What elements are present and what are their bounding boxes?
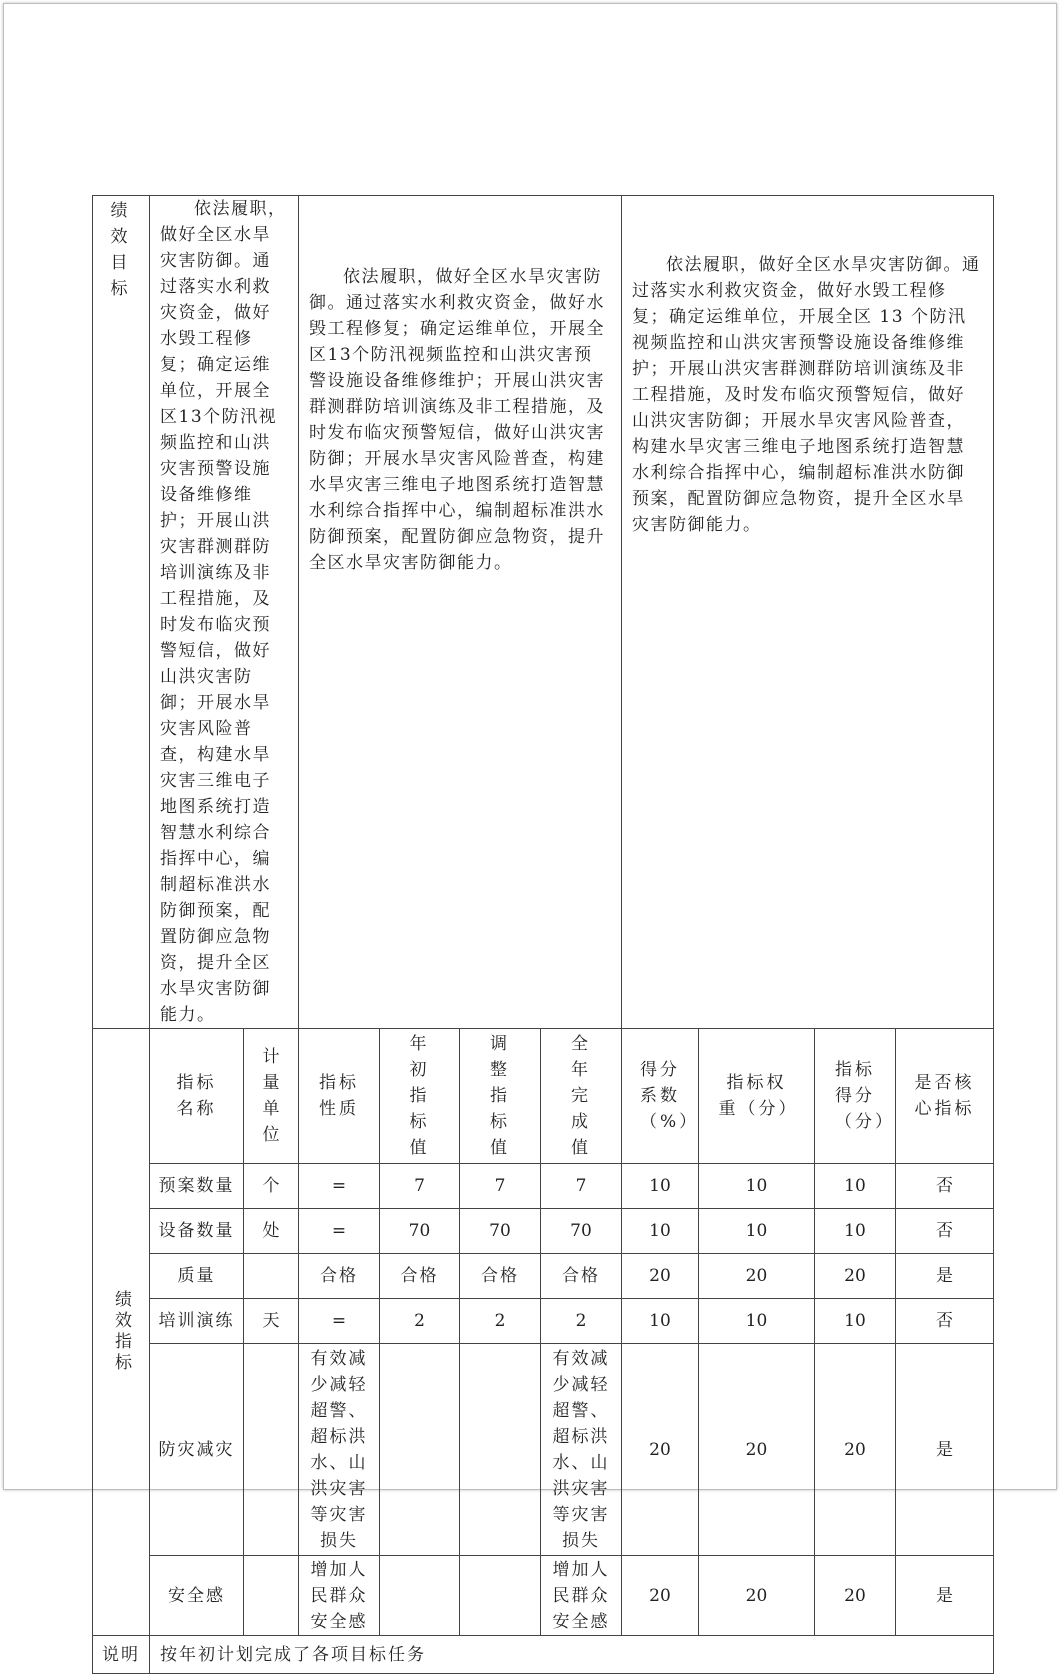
header-completed xyxy=(541,1029,622,1164)
cell-adjusted xyxy=(460,1344,541,1556)
goals-row xyxy=(93,196,994,1029)
note-label: 说明 xyxy=(93,1636,150,1674)
document-page xyxy=(3,3,1057,1665)
cell-nature: = xyxy=(299,1209,380,1254)
header-coefficient xyxy=(622,1029,699,1164)
cell-completed: 7 xyxy=(541,1164,622,1209)
header-adjusted xyxy=(460,1029,541,1164)
goals-text-1: 依法履职，做好全区水旱灾害防御。通过落实水利救灾资金，做好水毁工程修复；确定运维单位，开展全区13个防汛视频监控和山洪灾害预警设施设备维修维护；开展山洪灾害群测群防培训演练及非工程措施，及时发布临灾预警短信，做好山洪灾害防御；开展水旱灾害风险普查，构建水旱灾害三维电子地图系统打造智慧水利综合指挥中心，编制超标准洪水防御预案，配置防御应急物资，提升全区水旱灾害防御能力。 xyxy=(150,196,299,1029)
cell-weight: 20 xyxy=(699,1556,815,1636)
cell-coefficient: 20 xyxy=(622,1344,699,1556)
cell-weight: 10 xyxy=(699,1299,815,1344)
goals-text-3: 依法履职，做好全区水旱灾害防御。通过落实水利救灾资金，做好水毁工程修复；确定运维单位，开展全区 13 个防汛视频监控和山洪灾害预警设施设备维修维护；开展山洪灾害群测群防培训演练及非工程措施，及时发布临灾预警短信，做好山洪灾害防御；开展水旱灾害风险普查，构建水旱灾害三维电子地图系统打造智慧水利综合指挥中心，编制超标准洪水防御预案，配置防御应急物资，提升全区水旱灾害防御能力。 xyxy=(622,196,994,1029)
cell-score: 10 xyxy=(815,1209,896,1254)
table-row xyxy=(93,1344,994,1556)
header-initial-text: 年初指标值 xyxy=(409,1034,430,1158)
cell-weight: 10 xyxy=(699,1164,815,1209)
cell-initial xyxy=(380,1344,460,1556)
table-row xyxy=(93,1556,994,1636)
cell-unit xyxy=(244,1344,299,1556)
cell-score: 20 xyxy=(815,1344,896,1556)
cell-score: 20 xyxy=(815,1556,896,1636)
indicators-label xyxy=(93,1029,150,1636)
header-initial xyxy=(380,1029,460,1164)
cell-nature xyxy=(299,1556,380,1636)
table-row xyxy=(93,1299,994,1344)
cell-adjusted: 2 xyxy=(460,1299,541,1344)
cell-unit: 处 xyxy=(244,1209,299,1254)
cell-nature: = xyxy=(299,1164,380,1209)
cell-completed: 70 xyxy=(541,1209,622,1254)
header-name xyxy=(150,1029,244,1164)
cell-nature: 合格 xyxy=(299,1254,380,1299)
cell-score: 20 xyxy=(815,1254,896,1299)
goals-label-text: 绩效目标 xyxy=(110,201,132,299)
cell-core: 是 xyxy=(896,1254,994,1299)
goals-label xyxy=(93,196,150,1029)
cell-name: 预案数量 xyxy=(150,1164,244,1209)
cell-name: 质量 xyxy=(150,1254,244,1299)
header-coefficient-text: 得分系数（%） xyxy=(640,1060,700,1132)
cell-adjusted: 合格 xyxy=(460,1254,541,1299)
cell-coefficient: 10 xyxy=(622,1164,699,1209)
cell-score: 10 xyxy=(815,1299,896,1344)
header-score xyxy=(815,1029,896,1164)
header-core xyxy=(896,1029,994,1164)
cell-completed: 2 xyxy=(541,1299,622,1344)
header-core-text: 是否核心指标 xyxy=(914,1073,975,1119)
cell-nature: = xyxy=(299,1299,380,1344)
header-nature xyxy=(299,1029,380,1164)
cell-nature xyxy=(299,1344,380,1556)
cell-unit xyxy=(244,1254,299,1299)
header-weight xyxy=(699,1029,815,1164)
cell-weight: 20 xyxy=(699,1344,815,1556)
cell-completed-text: 有效减少减轻超警、超标洪水、山洪灾害等灾害损失 xyxy=(552,1348,610,1551)
cell-initial: 2 xyxy=(380,1299,460,1344)
cell-initial: 70 xyxy=(380,1209,460,1254)
table-row xyxy=(93,1254,994,1299)
performance-table xyxy=(92,195,994,1674)
cell-adjusted: 7 xyxy=(460,1164,541,1209)
cell-unit: 天 xyxy=(244,1299,299,1344)
header-weight-text: 指标权重（分） xyxy=(718,1073,799,1119)
cell-completed xyxy=(541,1344,622,1556)
cell-core: 否 xyxy=(896,1299,994,1344)
cell-score: 10 xyxy=(815,1164,896,1209)
cell-core: 否 xyxy=(896,1209,994,1254)
table-row xyxy=(93,1209,994,1254)
cell-core: 是 xyxy=(896,1344,994,1556)
cell-unit: 个 xyxy=(244,1164,299,1209)
indicators-label-text: 绩效指标 xyxy=(111,1290,131,1374)
cell-completed: 合格 xyxy=(541,1254,622,1299)
cell-adjusted xyxy=(460,1556,541,1636)
cell-adjusted: 70 xyxy=(460,1209,541,1254)
header-score-text: 指标得分（分） xyxy=(835,1060,895,1132)
cell-nature-text: 增加人民群众安全感 xyxy=(310,1559,368,1632)
cell-initial: 合格 xyxy=(380,1254,460,1299)
cell-completed-text: 增加人民群众安全感 xyxy=(552,1559,610,1632)
cell-name: 设备数量 xyxy=(150,1209,244,1254)
note-text: 按年初计划完成了各项目标任务 xyxy=(150,1636,994,1674)
cell-coefficient: 20 xyxy=(622,1556,699,1636)
header-adjusted-text: 调整指标值 xyxy=(490,1034,510,1158)
header-completed-text: 全年完成值 xyxy=(571,1034,591,1158)
cell-nature-text: 有效减少减轻超警、超标洪水、山洪灾害等灾害损失 xyxy=(310,1348,368,1551)
header-name-text: 指标名称 xyxy=(176,1073,217,1119)
header-unit xyxy=(244,1029,299,1164)
cell-core: 否 xyxy=(896,1164,994,1209)
cell-name: 安全感 xyxy=(150,1556,244,1636)
cell-weight: 10 xyxy=(699,1209,815,1254)
header-nature-text: 指标性质 xyxy=(319,1073,359,1119)
cell-unit xyxy=(244,1556,299,1636)
cell-name: 防灾减灾 xyxy=(150,1344,244,1556)
cell-name: 培训演练 xyxy=(150,1299,244,1344)
cell-core: 是 xyxy=(896,1556,994,1636)
cell-coefficient: 10 xyxy=(622,1299,699,1344)
cell-coefficient: 20 xyxy=(622,1254,699,1299)
cell-completed xyxy=(541,1556,622,1636)
cell-initial xyxy=(380,1556,460,1636)
indicator-header-row xyxy=(93,1029,994,1164)
note-row xyxy=(93,1636,994,1674)
cell-coefficient: 10 xyxy=(622,1209,699,1254)
table-row xyxy=(93,1164,994,1209)
goals-text-2: 依法履职，做好全区水旱灾害防御。通过落实水利救灾资金，做好水毁工程修复；确定运维单位，开展全区13个防汛视频监控和山洪灾害预警设施设备维修维护；开展山洪灾害群测群防培训演练及非工程措施，及时发布临灾预警短信，做好山洪灾害防御；开展水旱灾害风险普查，构建水旱灾害三维电子地图系统打造智慧水利综合指挥中心，编制超标准洪水防御预案，配置防御应急物资，提升全区水旱灾害防御能力。 xyxy=(299,196,622,1029)
header-unit-text: 计量单位 xyxy=(262,1047,280,1145)
cell-weight: 20 xyxy=(699,1254,815,1299)
cell-initial: 7 xyxy=(380,1164,460,1209)
